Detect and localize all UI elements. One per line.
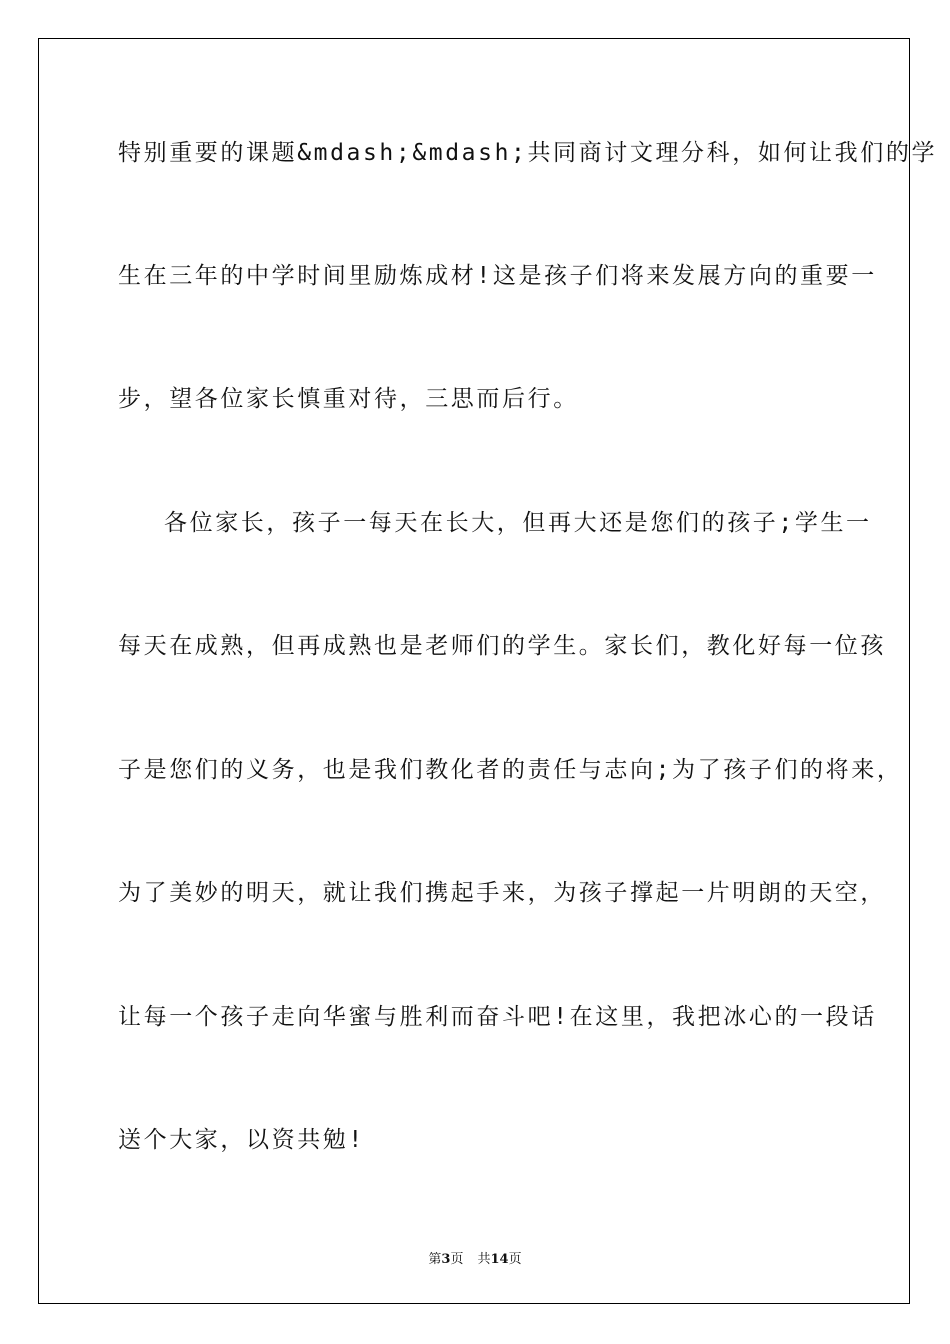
page-number: 3 [441, 1252, 451, 1267]
paragraph-1-line-2: 生在三年的中学时间里励炼成材!这是孩子们将来发展方向的重要一 [118, 263, 877, 289]
paragraph-2-line-3: 子是您们的义务，也是我们教化者的责任与志向;为了孩子们的将来， [118, 757, 903, 783]
page-footer [0, 1248, 950, 1267]
total-suffix: 页 [508, 1252, 522, 1267]
paragraph-2-line-4: 为了美妙的明天，就让我们携起手来，为孩子撑起一片明朗的天空， [118, 880, 886, 906]
paragraph-1-line-1: 特别重要的课题&mdash;&mdash;共同商讨文理分科，如何让我们的学 [118, 140, 938, 166]
paragraph-2-line-6: 送个大家，以资共勉! [118, 1127, 365, 1153]
paragraph-2-line-1: 各位家长，孩子一每天在长大，但再大还是您们的孩子;学生一 [164, 510, 872, 536]
page-prefix: 第 [428, 1252, 442, 1267]
total-pages: 14 [490, 1252, 509, 1267]
page-border [38, 38, 938, 1304]
paragraph-1-line-3: 步，望各位家长慎重对待，三思而后行。 [118, 386, 579, 412]
total-prefix: 共 [477, 1252, 491, 1267]
paragraph-2-line-2: 每天在成熟，但再成熟也是老师们的学生。家长们，教化好每一位孩 [118, 633, 886, 659]
page-suffix: 页 [450, 1252, 464, 1267]
paragraph-2-line-5: 让每一个孩子走向华蜜与胜利而奋斗吧!在这里，我把冰心的一段话 [118, 1004, 877, 1030]
